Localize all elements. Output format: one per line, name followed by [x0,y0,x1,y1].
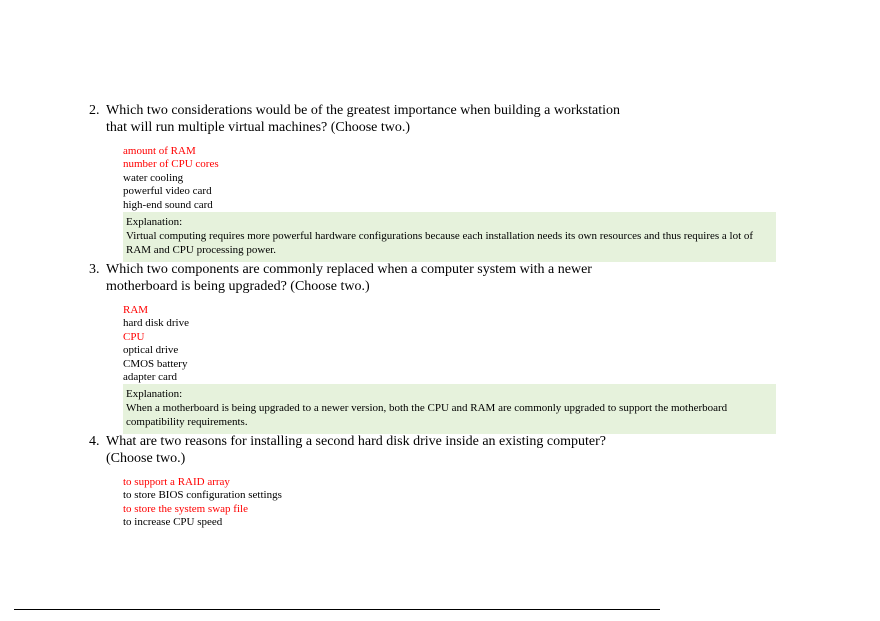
answer-option: optical drive [123,344,179,357]
question-4 [89,433,769,530]
answer-option: hard disk drive [123,317,189,330]
question-text [89,433,769,467]
answer-options [123,476,769,530]
answer-option-correct: amount of RAM [123,145,196,157]
answer-option: powerful video card [123,185,212,198]
question-line-1: What are two reasons for installing a second hard disk drive inside an existing computer? [106,434,606,449]
question-text [89,261,769,295]
answer-option: water cooling [123,171,184,184]
answer-options [123,304,769,384]
answer-option-correct: RAM [123,304,149,316]
explanation-heading: Explanation: [126,388,183,401]
explanation-heading: Explanation: [126,216,183,229]
question-number: 2. [89,103,100,118]
question-line-2: that will run multiple virtual machines? (Choose two.) [106,120,411,135]
question-line-1: Which two components are commonly replaced when a computer system with a newer [106,262,592,277]
question-2 [89,102,769,262]
answer-option-correct: to store the system swap file [123,502,248,515]
question-line-2: motherboard is being upgraded? (Choose two.) [106,279,370,294]
answer-option: high-end sound card [123,198,213,211]
answer-option: adapter card [123,371,178,384]
answer-options [123,145,769,212]
footer-divider [14,609,660,610]
answer-option-correct: to support a RAID array [123,476,230,488]
answer-option: to increase CPU speed [123,516,223,529]
explanation-box [123,212,776,262]
question-text [89,102,769,136]
explanation-box [123,384,776,434]
explanation-text: When a motherboard is being upgraded to a newer version, both the CPU and RAM are commonly upgraded to support the motherboard compatibility requirements. [126,402,728,429]
question-number: 4. [89,434,100,449]
question-line-1: Which two considerations would be of the greatest importance when building a workstation [106,103,620,118]
answer-option: CMOS battery [123,357,188,370]
answer-option-correct: number of CPU cores [123,158,219,171]
question-3 [89,261,769,434]
question-line-2: (Choose two.) [106,451,186,466]
explanation-text: Virtual computing requires more powerful hardware configurations because each installation needs its own resources and thus requires a lot of RAM and CPU processing power. [126,230,754,257]
answer-option-correct: CPU [123,330,145,343]
question-number: 3. [89,262,100,277]
answer-option: to store BIOS configuration settings [123,489,282,502]
